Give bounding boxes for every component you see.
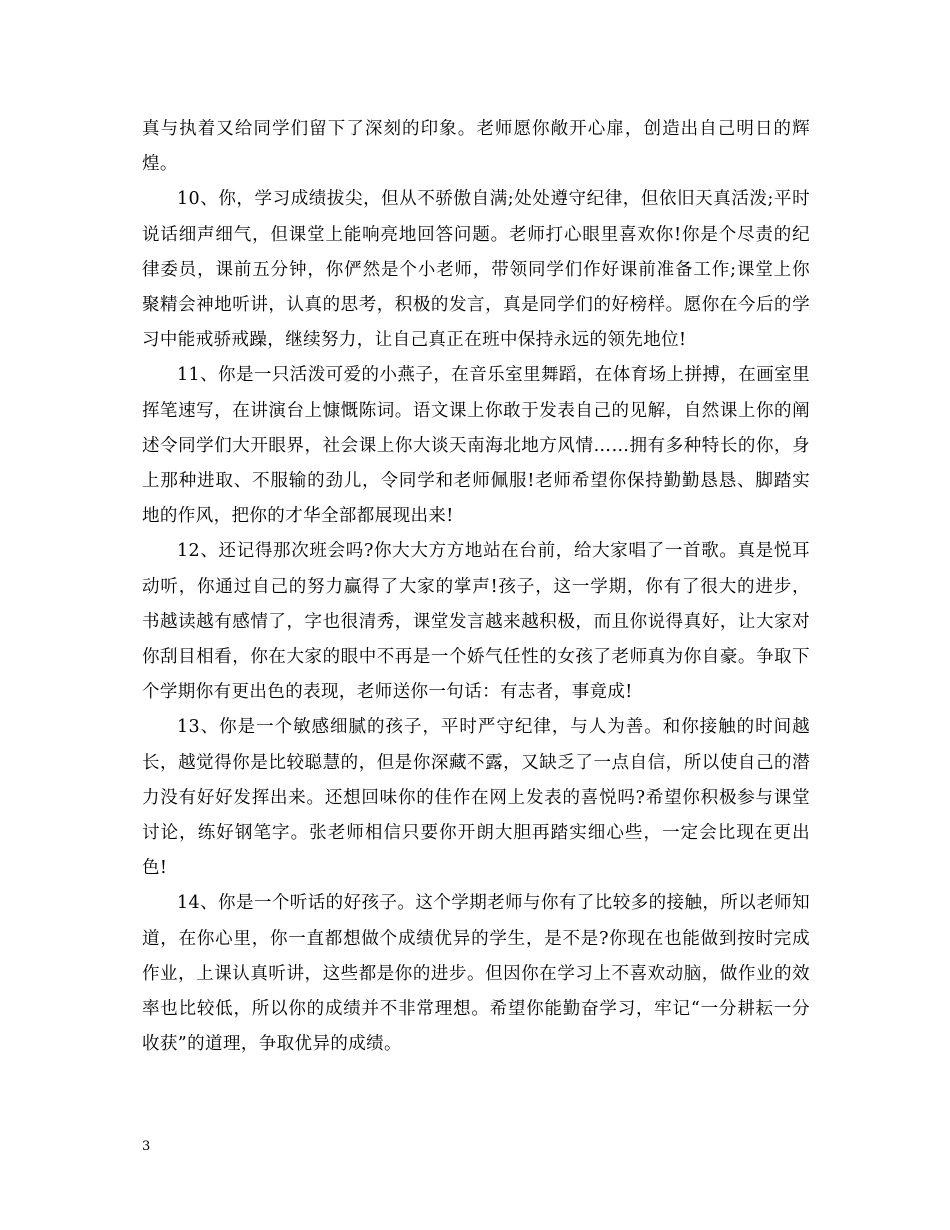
document-body <box>142 112 810 1062</box>
paragraph-11: 11、你是一只活泼可爱的小燕子，在音乐室里舞蹈，在体育场上拼搏，在画室里挥笔速写，在讲演台上慷慨陈词。语文课上你敢于发表自己的见解，自然课上你的阐述令同学们大开眼界，社会课上你大谈天南海北地方风情……拥有多种特长的你，身上那种进取、不服输的劲儿，令同学和老师佩服!老师希望你保持勤勤恳恳、脚踏实地的作风，把你的才华全部都展现出来! <box>142 365 810 527</box>
paragraph-10: 10、你，学习成绩拔尖，但从不骄傲自满;处处遵守纪律，但依旧天真活泼;平时说话细声细气，但课堂上能响亮地回答问题。老师打心眼里喜欢你!你是个尽责的纪律委员，课前五分钟，你俨然是个小老师，带领同学们作好课前准备工作;课堂上你聚精会神地听讲，认真的思考，积极的发言，真是同学们的好榜样。愿你在今后的学习中能戒骄戒躁，继续努力，让自己真正在班中保持永远的领先地位! <box>142 189 810 351</box>
page-number: 3 <box>142 1139 151 1154</box>
continuation-paragraph: 真与执着又给同学们留下了深刻的印象。老师愿你敞开心扉，创造出自己明日的辉煌。 <box>142 119 810 175</box>
paragraph-13: 13、你是一个敏感细腻的孩子，平时严守纪律，与人为善。和你接触的时间越长，越觉得你是比较聪慧的，但是你深藏不露，又缺乏了一点自信，所以使自己的潜力没有好好发挥出来。还想回味你的佳作在网上发表的喜悦吗?希望你积极参与课堂讨论，练好钢笔字。张老师相信只要你开朗大胆再踏实细心些，一定会比现在更出色! <box>142 717 810 879</box>
paragraph-14: 14、你是一个听话的好孩子。这个学期老师与你有了比较多的接触，所以老师知道，在你心里，你一直都想做个成绩优异的学生，是不是?你现在也能做到按时完成作业，上课认真听讲，这些都是你的进步。但因你在学习上不喜欢动脑，做作业的效率也比较低，所以你的成绩并不非常理想。希望你能勤奋学习，牢记“一分耕耘一分收获”的道理，争取优异的成绩。 <box>142 893 810 1055</box>
paragraph-12: 12、还记得那次班会吗?你大大方方地站在台前，给大家唱了一首歌。真是悦耳动听，你通过自己的努力赢得了大家的掌声!孩子，这一学期，你有了很大的进步，书越读越有感情了，字也很清秀，课堂发言越来越积极，而且你说得真好，让大家对你刮目相看，你在大家的眼中不再是一个娇气任性的女孩了老师真为你自豪。争取下个学期你有更出色的表现，老师送你一句话：有志者，事竟成! <box>142 541 810 703</box>
